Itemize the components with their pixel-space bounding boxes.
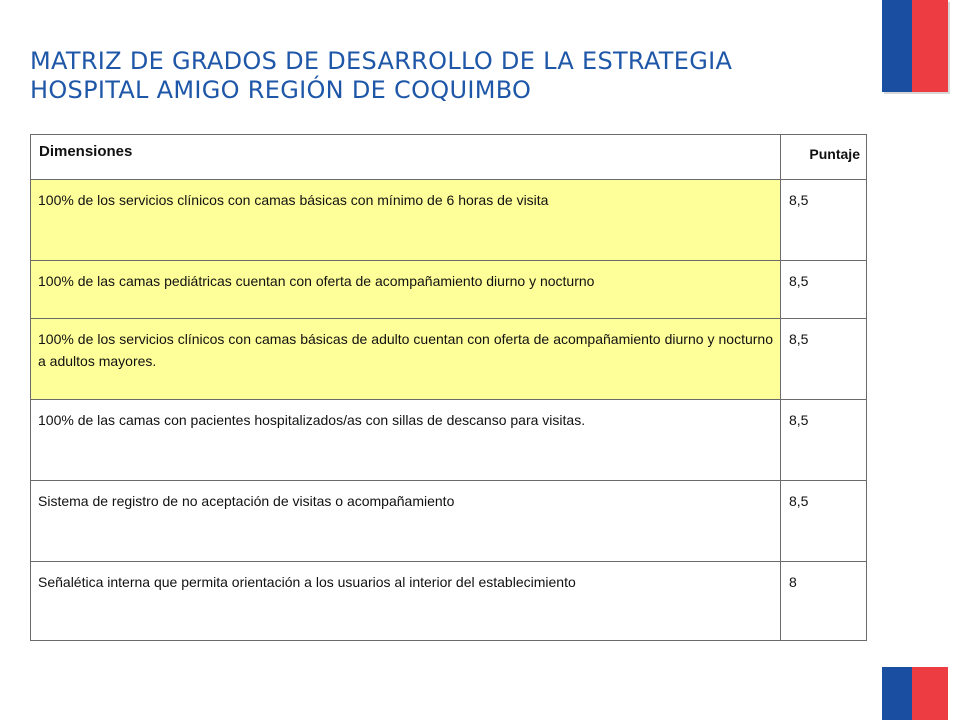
slide-title-line-1: MATRIZ DE GRADOS DE DESARROLLO DE LA ESTRATEGIA (30, 47, 733, 75)
table-row (31, 400, 867, 481)
development-matrix-table (30, 134, 867, 641)
chile-flag-bar-top (882, 0, 948, 92)
table-row (31, 319, 867, 400)
score-cell: 8,5 (781, 180, 867, 261)
chile-flag-bar-bottom (882, 667, 948, 720)
slide-title (30, 47, 850, 105)
dimension-cell: Sistema de registro de no aceptación de visitas o acompañamiento (31, 481, 781, 562)
table-row (31, 180, 867, 261)
score-cell: 8 (781, 562, 867, 641)
dimension-cell: 100% de los servicios clínicos con camas básicas con mínimo de 6 horas de visita (31, 180, 781, 261)
score-cell: 8,5 (781, 400, 867, 481)
dimension-cell: Señalética interna que permita orientación a los usuarios al interior del establecimiento (31, 562, 781, 641)
flag-red-stripe (912, 0, 948, 92)
score-cell: 8,5 (781, 261, 867, 319)
dimension-cell: 100% de las camas pediátricas cuentan con oferta de acompañamiento diurno y nocturno (31, 261, 781, 319)
header-score: Puntaje (781, 135, 867, 180)
table-row (31, 261, 867, 319)
score-cell: 8,5 (781, 481, 867, 562)
dimension-cell: 100% de los servicios clínicos con camas básicas de adulto cuentan con oferta de acompañamiento diurno y nocturno a adultos mayores. (31, 319, 781, 400)
score-cell: 8,5 (781, 319, 867, 400)
dimension-cell: 100% de las camas con pacientes hospitalizados/as con sillas de descanso para visitas. (31, 400, 781, 481)
flag-blue-stripe (882, 667, 912, 720)
slide-title-line-2: HOSPITAL AMIGO REGIÓN DE COQUIMBO (30, 76, 532, 104)
flag-blue-stripe (882, 0, 912, 92)
flag-red-stripe (912, 667, 948, 720)
table-row (31, 481, 867, 562)
header-dimensions: Dimensiones (31, 135, 781, 180)
table-header-row (31, 135, 867, 180)
table-row (31, 562, 867, 641)
